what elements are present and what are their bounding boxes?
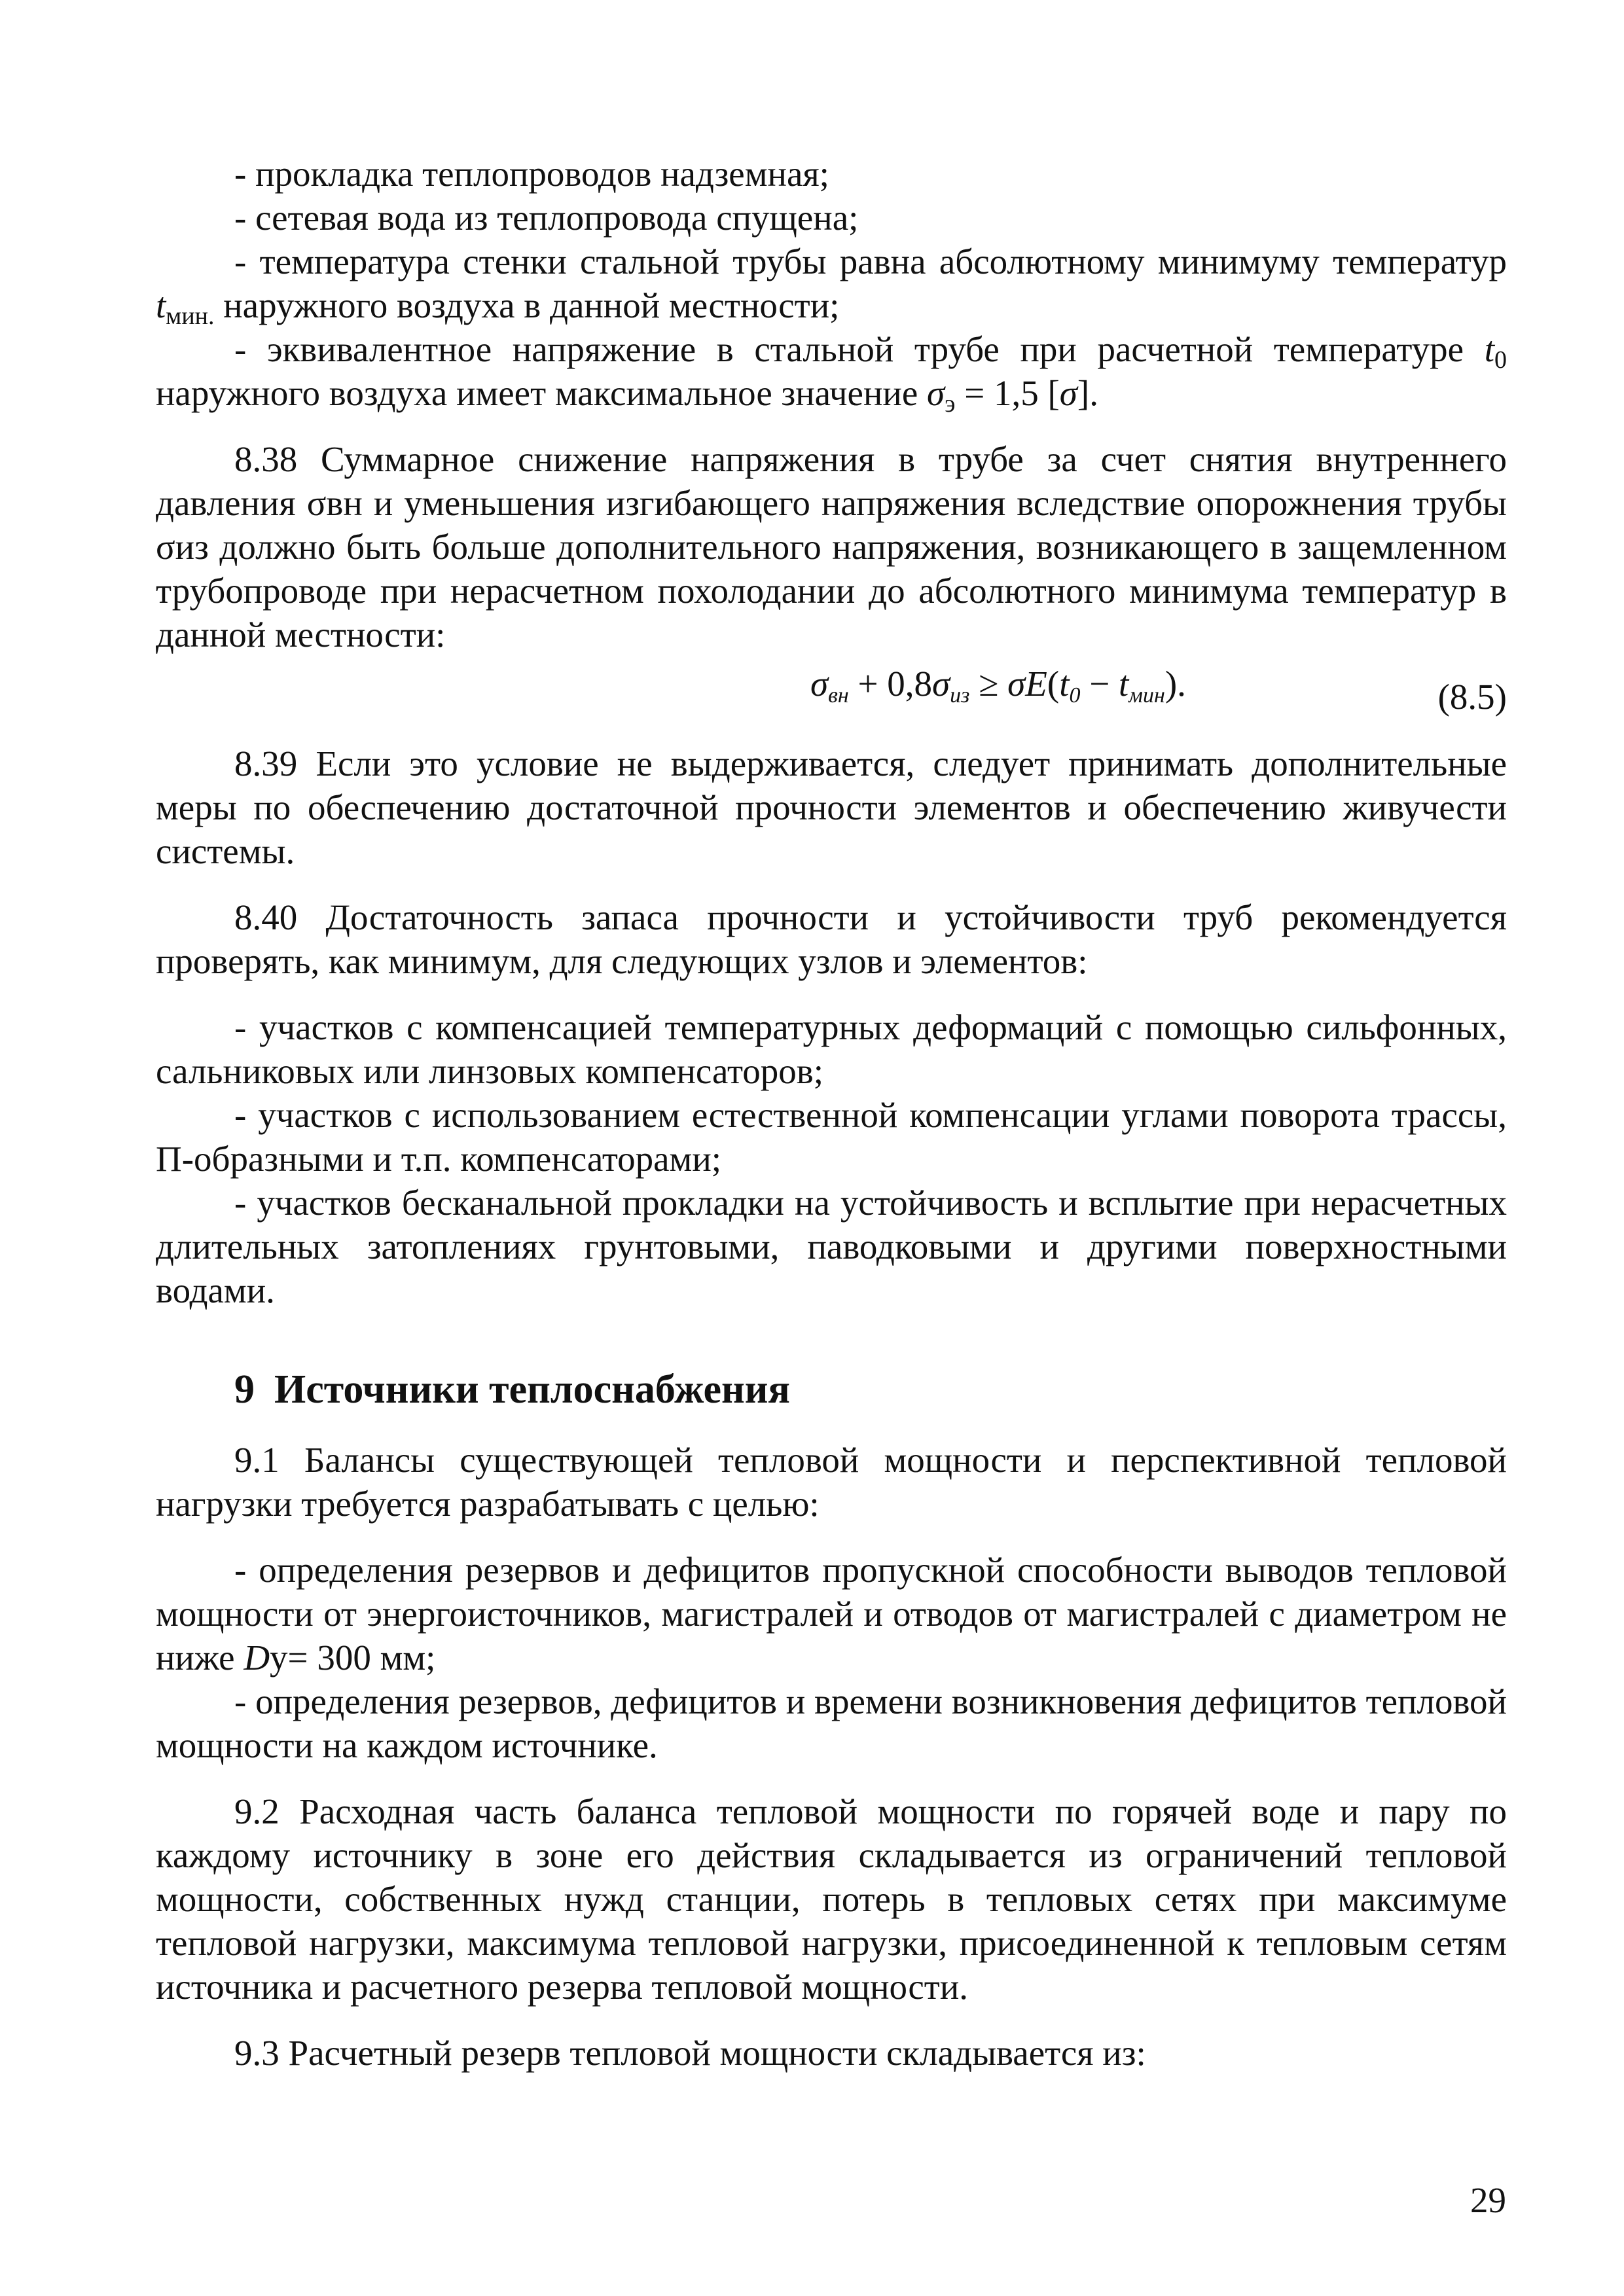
bullet-item-stress: - эквивалентное напряжение в стальной трубе при расчетной температуре $t_0$ наружного воздуха имеет максимальное значение $\sigma_э = 1,5$ [σ]. [156,329,1507,418]
bullet-item: - прокладка теплопроводов надземная; [234,154,829,194]
equation-number: (8.5) [1437,677,1507,717]
formula-8-5 [156,660,1507,725]
paragraph-9-1: 9.1 Балансы существующей тепловой мощности и перспективной тепловой нагрузки требуется разрабатывать с целью: [156,1440,1507,1524]
bullet-item: - участков бесканальной прокладки на устойчивость и всплытие при нерасчетных длительных затоплениях грунтовыми, паводковыми и другими поверхностными водами. [156,1183,1507,1310]
bullet-item: - участков с компенсацией температурных деформаций с помощью сильфонных, сальниковых или линзовых компенсаторов; [156,1007,1507,1091]
section-number: 9 [234,1367,255,1412]
section-heading [234,1363,1507,1416]
bullet-item-9-1-a: - определения резервов и дефицитов пропускной способности выводов тепловой мощности от энергоисточников, магистралей и отводов от магистралей с диаметром не ниже Dу= 300 мм; [156,1550,1507,1677]
paragraph-8-38: 8.38 Суммарное снижение напряжения в трубе за счет снятия внутреннего давления σвн и уменьшения изгибающего напряжения вследствие опорожнения трубы σиз должно быть больше дополнительного напряжения, возникающего в защемленном трубопроводе при нерасчетном похолодании до абсолютного минимума температур в данной местности: [156,439,1507,655]
bullet-item: - участков с использованием естественной компенсации углами поворота трассы, П-образными и т.п. компенсаторами; [156,1095,1507,1179]
paragraph-8-40: 8.40 Достаточность запаса прочности и устойчивости труб рекомендуется проверять, как минимум, для следующих узлов и элементов: [156,897,1507,981]
bullet-item: - сетевая вода из теплопровода спущена; [234,198,859,238]
paragraph-8-39: 8.39 Если это условие не выдерживается, следует принимать дополнительные меры по обеспечению достаточной прочности элементов и обеспечению живучести системы. [156,744,1507,871]
bullet-item-temperature: - температура стенки стальной трубы равна абсолютному минимуму температур $t_{мин.}$ наружного воздуха в данной местности; [156,242,1507,330]
formula-expression: $\sigma_{вн} + 0,8\sigma_{из} \ge \sigma E(t_0 - t_{мин})$. [810,664,1186,708]
paragraph-9-3: 9.3 Расчетный резерв тепловой мощности складывается из: [234,2033,1146,2073]
page-number: 29 [1470,2180,1506,2220]
section-title: Источники теплоснабжения [274,1367,790,1412]
bullet-item-9-1-b: - определения резервов, дефицитов и времени возникновения дефицитов тепловой мощности на каждом источнике. [156,1681,1507,1765]
paragraph-9-2: 9.2 Расходная часть баланса тепловой мощности по горячей воде и пару по каждому источнику в зоне его действия складывается из ограничений тепловой мощности, собственных нужд станции, потерь в тепловых сетях при максимуме тепловой нагрузки, максимума тепловой нагрузки, присоединенной к тепловым сетям источника и расчетного резерва тепловой мощности. [156,1791,1507,2007]
document-page [156,152,1507,2075]
